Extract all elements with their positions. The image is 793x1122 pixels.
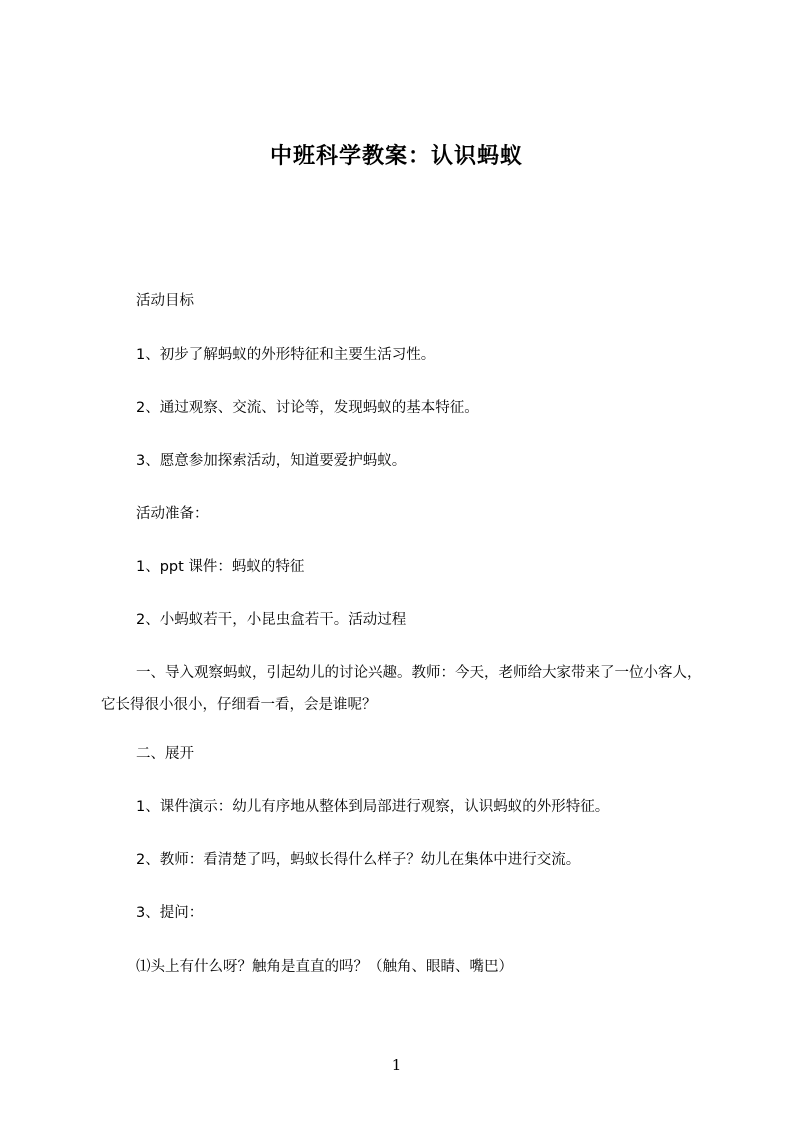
paragraph-question-1: ⑴头上有什么呀？触角是直直的吗？（触角、眼睛、嘴巴） <box>136 959 513 975</box>
section-heading-expand: 二、展开 <box>136 746 194 762</box>
document-title: 中班科学教案：认识蚂蚁 <box>269 144 523 169</box>
page-number: 1 <box>391 1056 402 1074</box>
paragraph-prep-2: 2、小蚂蚁若干，小昆虫盒若干。活动过程 <box>136 612 407 628</box>
paragraph-goal-2: 2、通过观察、交流、讨论等，发现蚂蚁的基本特征。 <box>136 400 479 416</box>
section-heading-activity-goals: 活动目标 <box>136 293 194 309</box>
paragraph-goal-3: 3、愿意参加探索活动，知道要爱护蚂蚁。 <box>136 453 407 469</box>
paragraph-prep-1: 1、ppt 课件：蚂蚁的特征 <box>136 559 305 575</box>
paragraph-expand-1: 1、课件演示：幼儿有序地从整体到局部进行观察，认识蚂蚁的外形特征。 <box>136 799 610 815</box>
paragraph-step-1: 一、导入观察蚂蚁，引起幼儿的讨论兴趣。教师：今天，老师给大家带来了一位小客人，它长得很小很小，仔细看一看，会是谁呢？ <box>101 665 702 713</box>
paragraph-goal-1: 1、初步了解蚂蚁的外形特征和主要生活习性。 <box>136 347 436 363</box>
paragraph-expand-3: 3、提问： <box>136 905 204 921</box>
paragraph-expand-2: 2、教师：看清楚了吗，蚂蚁长得什么样子？幼儿在集体中进行交流。 <box>136 852 581 868</box>
section-heading-preparation: 活动准备： <box>136 506 209 522</box>
